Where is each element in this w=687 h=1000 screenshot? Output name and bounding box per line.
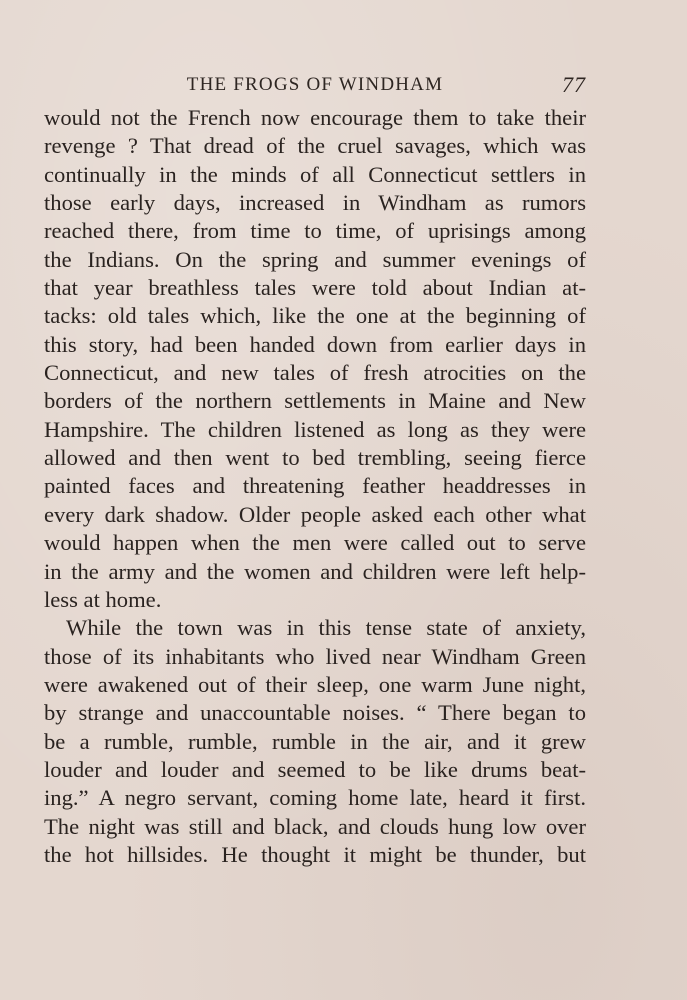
text-line: continually in the minds of all Connecticut settlers in xyxy=(44,161,586,187)
text-line: Connecticut, and new tales of fresh atrocities on the xyxy=(44,360,586,386)
text-line: While the town was in this tense state of anxiety, xyxy=(66,615,586,641)
text-line: were awakened out of their sleep, one warm June night, xyxy=(44,671,586,697)
text-line: borders of the northern settlements in Maine and New xyxy=(44,388,586,414)
paragraph-2 xyxy=(44,614,586,869)
running-head xyxy=(44,72,586,98)
text-line: less at home. xyxy=(44,586,162,612)
running-title: THE FROGS OF WINDHAM xyxy=(186,74,444,95)
page-number: 77 xyxy=(562,72,586,97)
text-line: every dark shadow. Older people asked each other what xyxy=(44,501,586,527)
text-line: would happen when the men were called out to serve xyxy=(44,530,586,556)
text-line: painted faces and threatening feather headdresses in xyxy=(44,473,586,499)
text-line: Hampshire. The children listened as long as they were xyxy=(44,416,586,442)
text-line: in the army and the women and children were left help- xyxy=(44,558,586,584)
text-line: this story, had been handed down from earlier days in xyxy=(44,331,586,357)
text-line: The night was still and black, and clouds hung low over xyxy=(44,813,586,839)
text-line: the Indians. On the spring and summer evenings of xyxy=(44,246,586,272)
text-line: by strange and unaccountable noises. “ There began to xyxy=(44,700,586,726)
text-line: ing.” A negro servant, coming home late, heard it first. xyxy=(44,785,586,811)
text-line: would not the French now encourage them to take their xyxy=(44,105,586,130)
text-line: reached there, from time to time, of uprisings among xyxy=(44,218,586,244)
text-line: louder and louder and seemed to be like drums beat- xyxy=(44,756,586,782)
text-line: revenge ? That dread of the cruel savages, which was xyxy=(44,133,586,159)
text-line: those of its inhabitants who lived near Windham Green xyxy=(44,643,586,669)
text-line: that year breathless tales were told about Indian at- xyxy=(44,275,586,301)
body-text xyxy=(44,104,586,869)
text-line: allowed and then went to bed trembling, seeing fierce xyxy=(44,445,586,471)
paragraph-1 xyxy=(44,104,586,614)
text-line: be a rumble, rumble, rumble in the air, and it grew xyxy=(44,728,586,754)
text-line: the hot hillsides. He thought it might be thunder, but xyxy=(44,841,586,867)
text-line: those early days, increased in Windham as rumors xyxy=(44,190,586,216)
text-line: tacks: old tales which, like the one at the beginning of xyxy=(44,303,586,329)
